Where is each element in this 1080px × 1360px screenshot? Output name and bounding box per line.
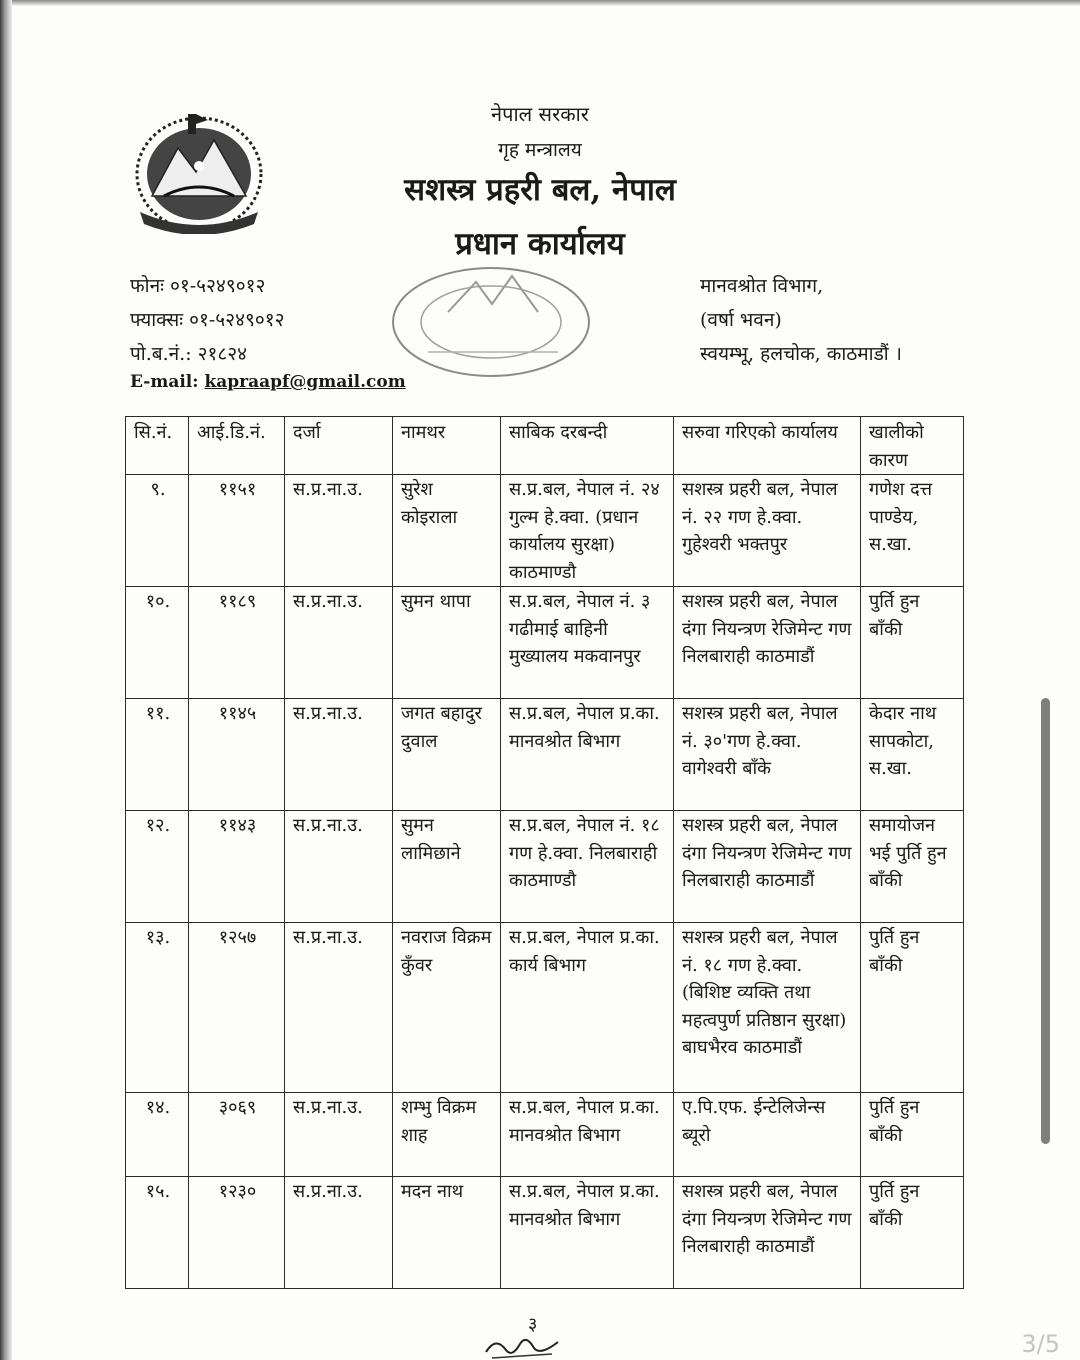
cell-name: मदन नाथ	[393, 1177, 501, 1289]
office-title: प्रधान कार्यालय	[455, 226, 625, 262]
cell-previous-post: स.प्र.बल, नेपाल प्र.का. मानवश्रोत बिभाग	[501, 1177, 674, 1289]
signature-icon	[482, 1332, 562, 1360]
cell-previous-post: स.प्र.बल, नेपाल प्र.का. कार्य बिभाग	[501, 923, 674, 1093]
cell-id: ११४३	[189, 811, 285, 923]
header-name: नामथर	[393, 417, 501, 475]
government-title: नेपाल सरकार	[491, 102, 589, 126]
cell-rank: स.प्र.ना.उ.	[285, 1177, 393, 1289]
header-serial: सि.नं.	[126, 417, 189, 475]
cell-name: नवराज विक्रम कुँवर	[393, 923, 501, 1093]
po-box: पो.ब.नं.: २१८२४	[130, 343, 248, 365]
cell-id: ३०६९	[189, 1093, 285, 1177]
cell-id: ११४५	[189, 699, 285, 811]
header-id: आई.डि.नं.	[189, 417, 285, 475]
cell-rank: स.प्र.ना.उ.	[285, 811, 393, 923]
table-row	[126, 699, 964, 811]
table-row	[126, 1093, 964, 1177]
cell-id: १२५७	[189, 923, 285, 1093]
transfer-table	[125, 416, 964, 1289]
scrollbar-thumb[interactable]	[1041, 698, 1050, 1144]
cell-transferred-office: सशस्त्र प्रहरी बल, नेपाल नं. २२ गण हे.क्वा. गुहेश्वरी भक्तपुर	[674, 475, 861, 587]
ministry-title: गृह मन्त्रालय	[498, 139, 582, 161]
department-building: (वर्षा भवन)	[700, 309, 782, 331]
cell-serial: ९.	[126, 475, 189, 587]
department-name: मानवश्रोत विभाग,	[700, 275, 824, 297]
cell-rank: स.प्र.ना.उ.	[285, 923, 393, 1093]
cell-vacancy-reason: पुर्ति हुन बाँकी	[861, 1093, 964, 1177]
cell-rank: स.प्र.ना.उ.	[285, 1093, 393, 1177]
cell-id: १२३०	[189, 1177, 285, 1289]
cell-vacancy-reason: पुर्ति हुन बाँकी	[861, 587, 964, 699]
cell-transferred-office: सशस्त्र प्रहरी बल, नेपाल दंगा नियन्त्रण रेजिमेन्ट गण निलबाराही काठमाडौं	[674, 811, 861, 923]
cell-previous-post: स.प्र.बल, नेपाल नं. १८ गण हे.क्वा. निलबाराही काठमाण्डौ	[501, 811, 674, 923]
cell-id: ११८९	[189, 587, 285, 699]
cell-vacancy-reason: समायोजन भई पुर्ति हुन बाँकी	[861, 811, 964, 923]
table-header-row	[126, 417, 964, 475]
cell-name: जगत बहादुर दुवाल	[393, 699, 501, 811]
cell-transferred-office: सशस्त्र प्रहरी बल, नेपाल दंगा नियन्त्रण रेजिमेन्ट गण निलबाराही काठमाडौं	[674, 1177, 861, 1289]
cell-serial: १२.	[126, 811, 189, 923]
transfer-table-wrap	[125, 416, 963, 1289]
table-row	[126, 587, 964, 699]
cell-name: शम्भु विक्रम शाह	[393, 1093, 501, 1177]
phone-number: फोनः ०१-५२४९०१२	[130, 275, 266, 297]
cell-transferred-office: ए.पि.एफ. ईन्टेलिजेन्स ब्यूरो	[674, 1093, 861, 1177]
cell-name: सुमन लामिछाने	[393, 811, 501, 923]
cell-transferred-office: सशस्त्र प्रहरी बल, नेपाल नं. १८ गण हे.क्वा. (बिशिष्ट व्यक्ति तथा महत्वपुर्ण प्रतिष्ठान सुरक्षा) बाघभैरव काठमाडौं	[674, 923, 861, 1093]
cell-name: सुरेश कोइराला	[393, 475, 501, 587]
cell-id: ११५१	[189, 475, 285, 587]
cell-previous-post: स.प्र.बल, नेपाल नं. ३ गढीमाई बाहिनी मुख्यालय मकवानपुर	[501, 587, 674, 699]
table-row	[126, 475, 964, 587]
nepal-emblem-icon	[130, 108, 268, 234]
table-row	[126, 811, 964, 923]
cell-serial: १४.	[126, 1093, 189, 1177]
table-row	[126, 923, 964, 1093]
cell-transferred-office: सशस्त्र प्रहरी बल, नेपाल नं. ३०'गण हे.क्वा. वागेश्वरी बाँके	[674, 699, 861, 811]
cell-name: सुमन थापा	[393, 587, 501, 699]
header-transferred-office: सरुवा गरिएको कार्यालय	[674, 417, 861, 475]
cell-previous-post: स.प्र.बल, नेपाल प्र.का. मानवश्रोत बिभाग	[501, 1093, 674, 1177]
fax-number: फ्याक्सः ०१-५२४९०१२	[130, 309, 285, 331]
cell-serial: ११.	[126, 699, 189, 811]
cell-vacancy-reason: केदार नाथ सापकोटा, स.खा.	[861, 699, 964, 811]
cell-rank: स.प्र.ना.उ.	[285, 587, 393, 699]
cell-transferred-office: सशस्त्र प्रहरी बल, नेपाल दंगा नियन्त्रण रेजिमेन्ट गण निलबाराही काठमाडौं	[674, 587, 861, 699]
cell-previous-post: स.प्र.बल, नेपाल नं. २४ गुल्म हे.क्वा. (प्रधान कार्यालय सुरक्षा) काठमाण्डौ	[501, 475, 674, 587]
force-title: सशस्त्र प्रहरी बल, नेपाल	[404, 172, 676, 208]
office-stamp-icon	[388, 262, 594, 382]
cell-vacancy-reason: गणेश दत्त पाण्डेय, स.खा.	[861, 475, 964, 587]
header-vacancy-reason: खालीको कारण	[861, 417, 964, 475]
cell-serial: १०.	[126, 587, 189, 699]
email-label: E-mail:	[130, 372, 199, 392]
cell-vacancy-reason: पुर्ति हुन बाँकी	[861, 923, 964, 1093]
email-address[interactable]: kapraapf@gmail.com	[204, 372, 406, 392]
cell-previous-post: स.प्र.बल, नेपाल प्र.का. मानवश्रोत बिभाग	[501, 699, 674, 811]
cell-rank: स.प्र.ना.उ.	[285, 475, 393, 587]
page-edge-top	[0, 0, 1080, 6]
cell-vacancy-reason: पुर्ति हुन बाँकी	[861, 1177, 964, 1289]
cell-serial: १५.	[126, 1177, 189, 1289]
header-previous-post: साबिक दरबन्दी	[501, 417, 674, 475]
cell-serial: १३.	[126, 923, 189, 1093]
cell-rank: स.प्र.ना.उ.	[285, 699, 393, 811]
email-line	[130, 372, 406, 392]
table-row	[126, 1177, 964, 1289]
department-address: स्वयम्भू, हलचोक, काठमाडौं ।	[700, 343, 902, 365]
page-counter: 3/5	[1021, 1330, 1060, 1358]
page-edge-left	[0, 0, 12, 1360]
page-number: ३	[528, 1314, 538, 1335]
header-rank: दर्जा	[285, 417, 393, 475]
